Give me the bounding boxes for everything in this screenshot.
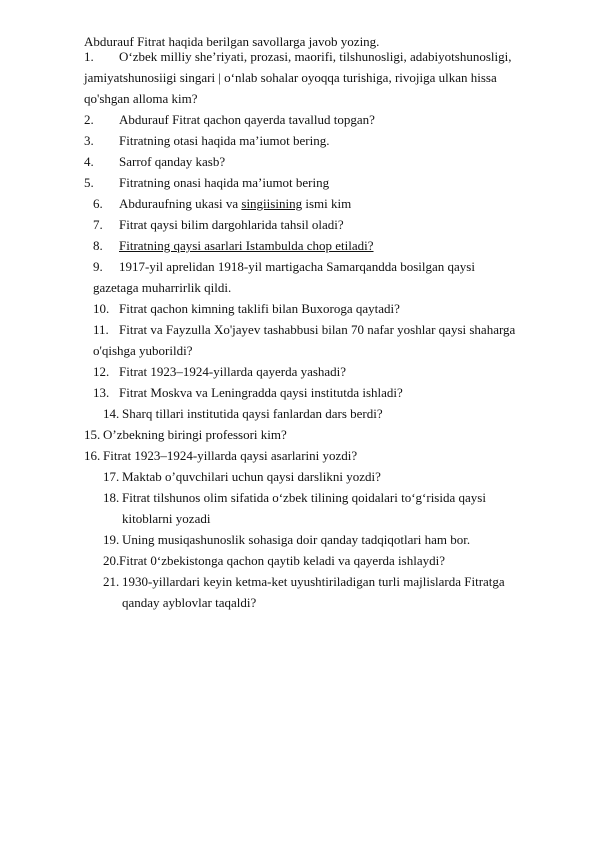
question-text: Fitrat 1923–1924-yillarda qaysi asarlarini yozdi? (103, 448, 358, 463)
question-number: 12. (93, 364, 110, 379)
question-number: 14. (103, 406, 120, 421)
question-number: 7. (93, 217, 103, 232)
question-text: gazetaga muharrirlik qildi. (93, 280, 232, 295)
question-text: Sharq tillari institutida qaysi fanlardan dars berdi? (122, 406, 383, 421)
question-text: O’zbekning biringi professori kim? (103, 427, 287, 442)
question-number: 4. (84, 154, 94, 169)
question-number: 8. (93, 238, 103, 253)
question-number: 16. (84, 448, 101, 463)
question-text: Fitratning otasi haqida ma’iumot bering. (119, 133, 330, 148)
question-text: Fitrat 0‘zbekistonga qachon qaytib keladi va qayerda ishlaydi? (119, 553, 445, 568)
question-text: Uning musiqashunoslik sohasiga doir qanday tadqiqotlari ham bor. (122, 532, 471, 547)
question-text: Fitrat qaysi bilim dargohlarida tahsil oladi? (119, 217, 344, 232)
page-title: Abdurauf Fitrat haqida berilgan savollarga javob yozing. (84, 34, 380, 49)
question-text: qo'shgan alloma kim? (84, 91, 198, 106)
question-text-part: ismi kim (302, 196, 352, 211)
question-number: 18. (103, 490, 120, 505)
question-text: Fitrat Moskva va Leningradda qaysi institutda ishladi? (119, 385, 403, 400)
question-text: 1930-yillardari keyin ketma-ket uyushtiriladigan turli majlislarda Fitratga (122, 574, 505, 589)
question-text: Fitrat tilshunos olim sifatida o‘zbek tilining qoidalari to‘g‘risida qaysi (122, 490, 486, 505)
question-text: Abdurauf Fitrat qachon qayerda tavallud topgan? (119, 112, 375, 127)
question-text-underlined: Fitratning qaysi asarlari Istambulda chop etiladi? (119, 238, 374, 253)
question-number: 3. (84, 133, 94, 148)
question-number: 5. (84, 175, 94, 190)
question-number: 2. (84, 112, 94, 127)
question-number: 10. (93, 301, 110, 316)
question-text: Maktab o’quvchilari uchun qaysi darslikni yozdi? (122, 469, 381, 484)
question-text: Fitrat qachon kimning taklifi bilan Buxoroga qaytadi? (119, 301, 400, 316)
question-text: o'qishga yuborildi? (93, 343, 193, 358)
question-text: qanday ayblovlar taqaldi? (122, 595, 257, 610)
question-text: jamiyatshunosiigi singari | o‘nlab sohalar oyoqqa turishiga, rivojiga ulkan hissa (84, 70, 497, 85)
underlined-word: singiisining (241, 196, 303, 211)
question-number: 21. (103, 574, 120, 589)
question-text: Sarrof qanday kasb? (119, 154, 226, 169)
question-number: 1. (84, 49, 94, 64)
question-text: Fitrat va Fayzulla Xo'jayev tashabbusi bilan 70 nafar yoshlar qaysi shaharga (119, 322, 516, 337)
question-text: Fitrat 1923–1924-yillarda qayerda yashadi? (119, 364, 347, 379)
question-number: 20. (103, 553, 120, 568)
question-text: kitoblarni yozadi (122, 511, 211, 526)
question-text-part: Abduraufning ukasi va (119, 196, 242, 211)
question-number: 9. (93, 259, 103, 274)
question-number: 13. (93, 385, 110, 400)
question-number: 11. (93, 322, 109, 337)
question-number: 6. (93, 196, 103, 211)
question-number: 15. (84, 427, 101, 442)
question-text (119, 196, 351, 212)
question-text: 1917-yil aprelidan 1918-yil martigacha Samarqandda bosilgan qaysi (119, 259, 475, 274)
question-text: Fitratning onasi haqida ma’iumot bering (119, 175, 330, 190)
question-number: 19. (103, 532, 120, 547)
question-text: O‘zbek milliy she’riyati, prozasi, maorifi, tilshunosligi, adabiyotshunosligi, (119, 49, 512, 64)
question-number: 17. (103, 469, 120, 484)
